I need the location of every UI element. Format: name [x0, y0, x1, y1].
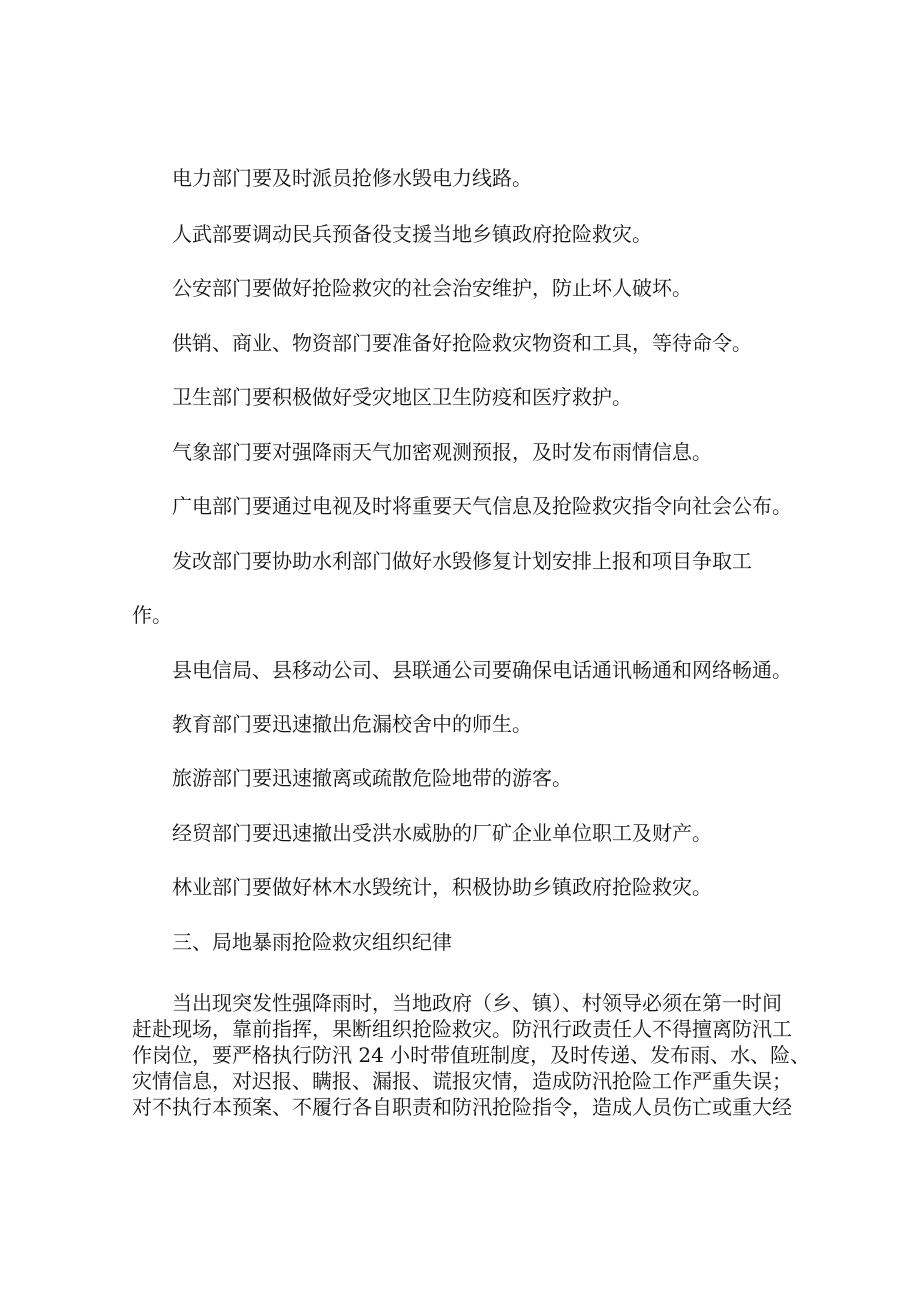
text-line-supply: 供销、商业、物资部门要准备好抢险救灾物资和工具，等待命令。 [172, 331, 752, 355]
paragraph-line-4: 灾情信息，对迟报、瞒报、漏报、谎报灾情，造成防汛抢险工作严重失误； [132, 1069, 792, 1093]
paragraph-line-5: 对不执行本预案、不履行各自职责和防汛抢险指令，造成人员伤亡或重大经 [132, 1095, 792, 1119]
text-line-health: 卫生部门要积极做好受灾地区卫生防疫和医疗救护。 [172, 385, 632, 409]
text-line-trade: 经贸部门要迅速撤出受洪水威胁的厂矿企业单位职工及财产。 [172, 821, 712, 845]
text-line-tourism: 旅游部门要迅速撤离或疏散危险地带的游客。 [172, 766, 572, 790]
text-line-telecom: 县电信局、县移动公司、县联通公司要确保电话通讯畅通和网络畅通。 [172, 658, 792, 682]
text-line-power: 电力部门要及时派员抢修水毁电力线路。 [172, 166, 532, 190]
paragraph-line-2: 赶赴现场，靠前指挥，果断组织抢险救灾。防汛行政责任人不得擅离防汛工 [132, 1017, 792, 1041]
text-line-armed-forces: 人武部要调动民兵预备役支援当地乡镇政府抢险救灾。 [172, 222, 652, 246]
section-heading: 三、局地暴雨抢险救灾组织纪律 [172, 930, 452, 954]
text-line-development: 发改部门要协助水利部门做好水毁修复计划安排上报和项目争取工 [172, 549, 752, 573]
paragraph-line-3: 作岗位，要严格执行防汛 24 小时带值班制度，及时传递、发布雨、水、险、 [132, 1043, 811, 1067]
text-line-broadcasting: 广电部门要通过电视及时将重要天气信息及抢险救灾指令向社会公布。 [172, 494, 792, 518]
text-line-education: 教育部门要迅速撤出危漏校舍中的师生。 [172, 712, 532, 736]
text-line-meteorology: 气象部门要对强降雨天气加密观测预报，及时发布雨情信息。 [172, 440, 712, 464]
text-line-development-cont: 作。 [132, 603, 172, 627]
paragraph-line-1: 当出现突发性强降雨时，当地政府（乡、镇）、村领导必须在第一时间 [132, 991, 782, 1015]
text-line-public-security: 公安部门要做好抢险救灾的社会治安维护，防止坏人破坏。 [172, 276, 692, 300]
text-line-forestry: 林业部门要做好林木水毁统计，积极协助乡镇政府抢险救灾。 [172, 875, 712, 899]
